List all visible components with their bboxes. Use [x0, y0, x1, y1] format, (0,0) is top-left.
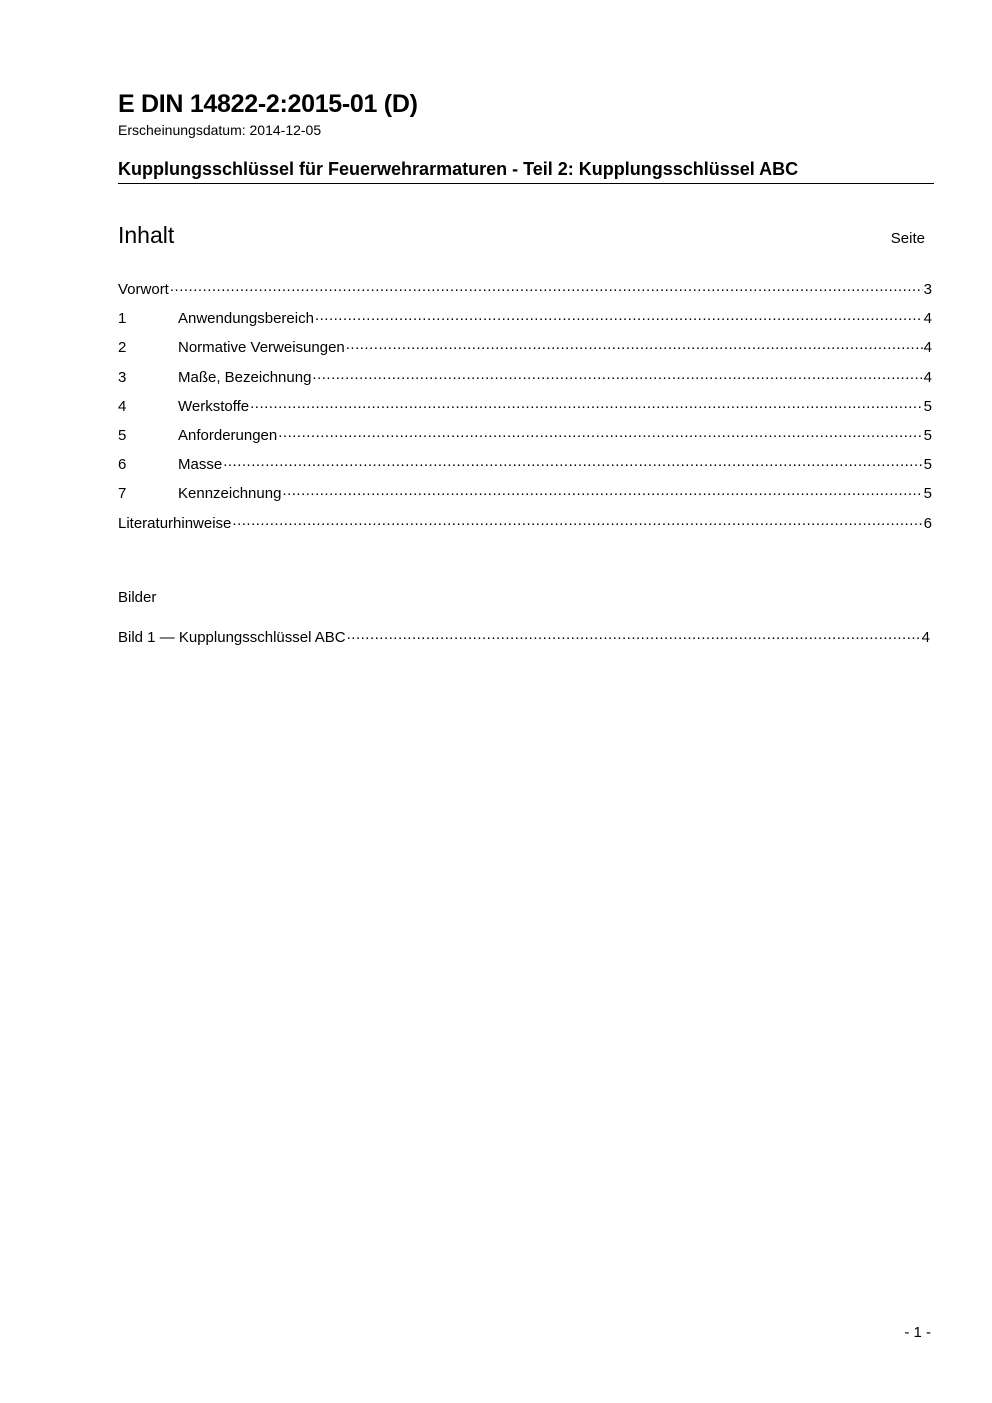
toc-entry-title: Vorwort [118, 281, 169, 298]
toc-entry-title: Werkstoffe [178, 397, 250, 415]
toc-dot-leader [278, 425, 922, 440]
figure-entry-1[interactable] [118, 627, 930, 656]
toc-entry-number: 2 [118, 339, 127, 357]
title-underline [118, 183, 934, 184]
toc-entry-page: 4 [923, 368, 932, 386]
toc-dot-leader [232, 513, 922, 528]
toc-entry-2[interactable] [118, 337, 932, 366]
toc-entry-4[interactable] [118, 396, 932, 425]
figure-entry-page: 4 [921, 629, 930, 646]
toc-dot-leader [312, 367, 922, 382]
toc-page-column-label: Seite [890, 230, 925, 247]
toc-entry-page: 5 [923, 397, 932, 415]
toc-list [118, 279, 932, 542]
figure-entry-title: Bild 1 — Kupplungsschlüssel ABC [118, 629, 346, 646]
toc-dot-leader [170, 279, 923, 294]
publication-date: Erscheinungsdatum: 2014-12-05 [118, 122, 322, 138]
toc-entry-1[interactable] [118, 308, 932, 337]
document-title: Kupplungsschlüssel für Feuerwehrarmaturen - Teil 2: Kupplungsschlüssel ABC [118, 159, 799, 179]
toc-entry-title: Anforderungen [178, 426, 278, 444]
toc-entry-title: Normative Verweisungen [178, 339, 345, 357]
toc-entry-vorwort[interactable] [118, 279, 932, 308]
toc-dot-leader [282, 483, 922, 498]
toc-entry-title: Literaturhinweise [118, 514, 232, 532]
toc-entry-title: Kennzeichnung [178, 485, 282, 503]
toc-entry-number: 6 [118, 456, 127, 474]
toc-dot-leader [346, 337, 923, 352]
toc-entry-page: 4 [923, 339, 932, 357]
toc-entry-page: 6 [923, 514, 932, 532]
toc-entry-title: Masse [178, 456, 223, 474]
toc-entry-page: 4 [923, 310, 932, 328]
toc-dot-leader [250, 396, 923, 411]
figures-list [118, 627, 930, 656]
toc-entry-5[interactable] [118, 425, 932, 454]
document-id: E DIN 14822-2:2015-01 (D) [118, 90, 418, 118]
toc-entry-7[interactable] [118, 483, 932, 512]
toc-entry-page: 5 [923, 456, 932, 474]
toc-entry-page: 5 [923, 485, 932, 503]
page-number: - 1 - [904, 1324, 931, 1341]
figure-dot-leader [347, 627, 921, 642]
toc-entry-6[interactable] [118, 454, 932, 483]
toc-entry-number: 7 [118, 485, 127, 503]
toc-entry-number: 3 [118, 368, 127, 386]
toc-entry-number: 5 [118, 426, 127, 444]
toc-entry-number: 4 [118, 397, 127, 415]
toc-entry-title: Anwendungsbereich [178, 310, 314, 328]
toc-heading: Inhalt [118, 222, 175, 248]
toc-entry-page: 3 [923, 281, 932, 298]
toc-dot-leader [315, 308, 923, 323]
toc-entry-3[interactable] [118, 367, 932, 396]
toc-dot-leader [223, 454, 922, 469]
toc-entry-number: 1 [118, 310, 127, 328]
toc-entry-literaturhinweise[interactable] [118, 513, 932, 542]
toc-entry-page: 5 [923, 426, 932, 444]
figures-heading: Bilder [118, 589, 157, 606]
toc-entry-title: Maße, Bezeichnung [178, 368, 312, 386]
